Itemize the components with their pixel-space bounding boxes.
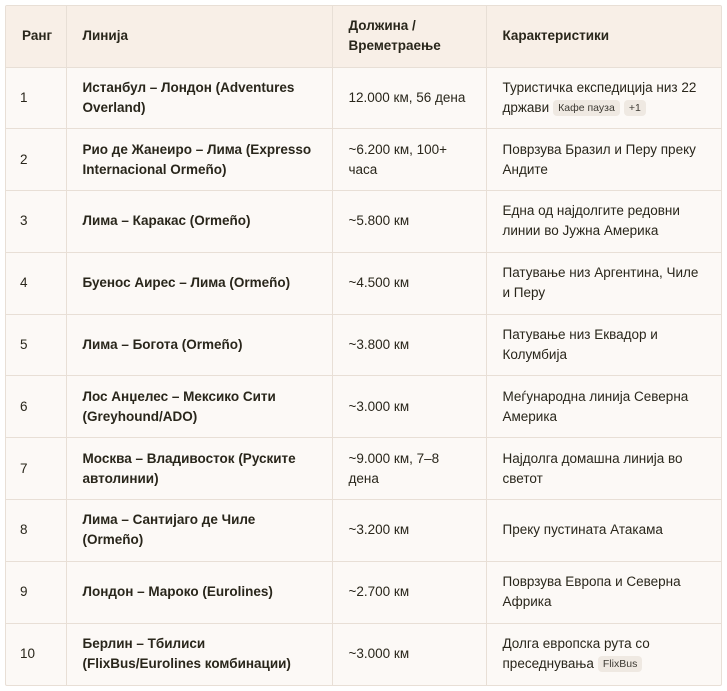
features-cell bbox=[486, 500, 721, 562]
line-cell bbox=[66, 314, 332, 376]
header-line: Линија bbox=[66, 6, 332, 67]
length-cell: ~3.800 км bbox=[332, 314, 486, 376]
route-name: Москва – Владивосток bbox=[82, 450, 235, 466]
rank-cell: 1 bbox=[6, 67, 66, 129]
route-operator: (Ormeño) bbox=[186, 213, 251, 229]
length-cell: ~6.200 км, 100+ часа bbox=[332, 129, 486, 191]
features-cell bbox=[486, 191, 721, 253]
line-cell bbox=[66, 438, 332, 500]
length-cell: ~3.000 км bbox=[332, 376, 486, 438]
features-cell bbox=[486, 438, 721, 500]
bus-routes-table-container bbox=[5, 5, 722, 686]
length-cell: ~4.500 км bbox=[332, 252, 486, 314]
features-text: Долга европска рута со преседнувања bbox=[502, 636, 650, 672]
rank-cell: 4 bbox=[6, 252, 66, 314]
source-chip[interactable]: +1 bbox=[624, 100, 646, 116]
table-row bbox=[6, 67, 721, 129]
route-operator: (Ormeño) bbox=[178, 337, 243, 353]
route-operator: (Ormeño) bbox=[82, 532, 144, 548]
features-text: Меѓународна линија Северна Америка bbox=[502, 388, 689, 424]
features-cell bbox=[486, 252, 721, 314]
length-cell: 12.000 км, 56 дена bbox=[332, 67, 486, 129]
table-body bbox=[6, 67, 721, 685]
route-name: Лима – Богота bbox=[82, 337, 179, 353]
rank-cell: 2 bbox=[6, 129, 66, 191]
features-text: Најдолга домашна линија во светот bbox=[502, 450, 683, 486]
route-operator: (Руските автолинии) bbox=[82, 450, 296, 486]
route-operator: (Expresso Internacional Ormeño) bbox=[82, 141, 312, 177]
route-name: Берлин – Тбилиси bbox=[82, 636, 206, 652]
line-cell bbox=[66, 623, 332, 685]
features-cell bbox=[486, 129, 721, 191]
route-operator: (Ormeño) bbox=[225, 275, 291, 291]
rank-cell: 6 bbox=[6, 376, 66, 438]
route-operator: (Greyhound/ADO) bbox=[82, 408, 198, 424]
line-cell bbox=[66, 376, 332, 438]
route-operator: (FlixBus/Eurolines комбинации) bbox=[82, 656, 291, 672]
line-cell bbox=[66, 67, 332, 129]
route-operator: (Eurolines) bbox=[198, 584, 273, 600]
table-row bbox=[6, 438, 721, 500]
table-row bbox=[6, 561, 721, 623]
rank-cell: 10 bbox=[6, 623, 66, 685]
features-cell bbox=[486, 376, 721, 438]
table-row bbox=[6, 500, 721, 562]
route-name: Рио де Жанеиро – Лима bbox=[82, 141, 243, 157]
table-row bbox=[6, 623, 721, 685]
line-cell bbox=[66, 252, 332, 314]
rank-cell: 8 bbox=[6, 500, 66, 562]
rank-cell: 7 bbox=[6, 438, 66, 500]
features-text: Патување низ Еквадор и Колумбија bbox=[502, 327, 658, 363]
table-row bbox=[6, 191, 721, 253]
length-cell: ~3.200 км bbox=[332, 500, 486, 562]
route-name: Лима – Каракас bbox=[82, 213, 187, 229]
features-cell bbox=[486, 314, 721, 376]
table-header bbox=[6, 6, 721, 67]
table-row bbox=[6, 129, 721, 191]
route-name: Лос Анџелес – Мексико Сити bbox=[82, 388, 276, 404]
table-row bbox=[6, 252, 721, 314]
line-cell bbox=[66, 561, 332, 623]
length-cell: ~2.700 км bbox=[332, 561, 486, 623]
header-length: Должина / Времетраење bbox=[332, 6, 486, 67]
features-text: Туристичка експедиција низ 22 држави bbox=[502, 79, 697, 115]
features-text: Поврзува Бразил и Перу преку Андите bbox=[502, 141, 696, 177]
header-row bbox=[6, 6, 721, 67]
route-name: Буенос Аирес – Лима bbox=[82, 275, 226, 291]
line-cell bbox=[66, 191, 332, 253]
header-features: Карактеристики bbox=[486, 6, 721, 67]
length-cell: ~3.000 км bbox=[332, 623, 486, 685]
bus-routes-table bbox=[6, 6, 721, 685]
rank-cell: 9 bbox=[6, 561, 66, 623]
header-rank: Ранг bbox=[6, 6, 66, 67]
rank-cell: 5 bbox=[6, 314, 66, 376]
route-operator: (Adventures Overland) bbox=[82, 79, 295, 115]
source-chip[interactable]: FlixBus bbox=[598, 656, 642, 672]
length-cell: ~9.000 км, 7–8 дена bbox=[332, 438, 486, 500]
length-cell: ~5.800 км bbox=[332, 191, 486, 253]
features-text: Поврзува Европа и Северна Африка bbox=[502, 574, 681, 610]
features-text: Преку пустината Атакама bbox=[502, 522, 663, 538]
table-row bbox=[6, 376, 721, 438]
features-cell bbox=[486, 67, 721, 129]
route-name: Лондон – Мароко bbox=[82, 584, 199, 600]
line-cell bbox=[66, 129, 332, 191]
route-name: Лима – Сантијаго де Чиле bbox=[82, 512, 256, 528]
features-cell bbox=[486, 623, 721, 685]
line-cell bbox=[66, 500, 332, 562]
features-text: Патување низ Аргентина, Чиле и Перу bbox=[502, 265, 699, 301]
table-row bbox=[6, 314, 721, 376]
rank-cell: 3 bbox=[6, 191, 66, 253]
source-chip[interactable]: Кафе пауза bbox=[553, 100, 620, 116]
route-name: Истанбул – Лондон bbox=[82, 79, 212, 95]
features-cell bbox=[486, 561, 721, 623]
features-text: Една од најдолгите редовни линии во Јужна Америка bbox=[502, 203, 680, 239]
